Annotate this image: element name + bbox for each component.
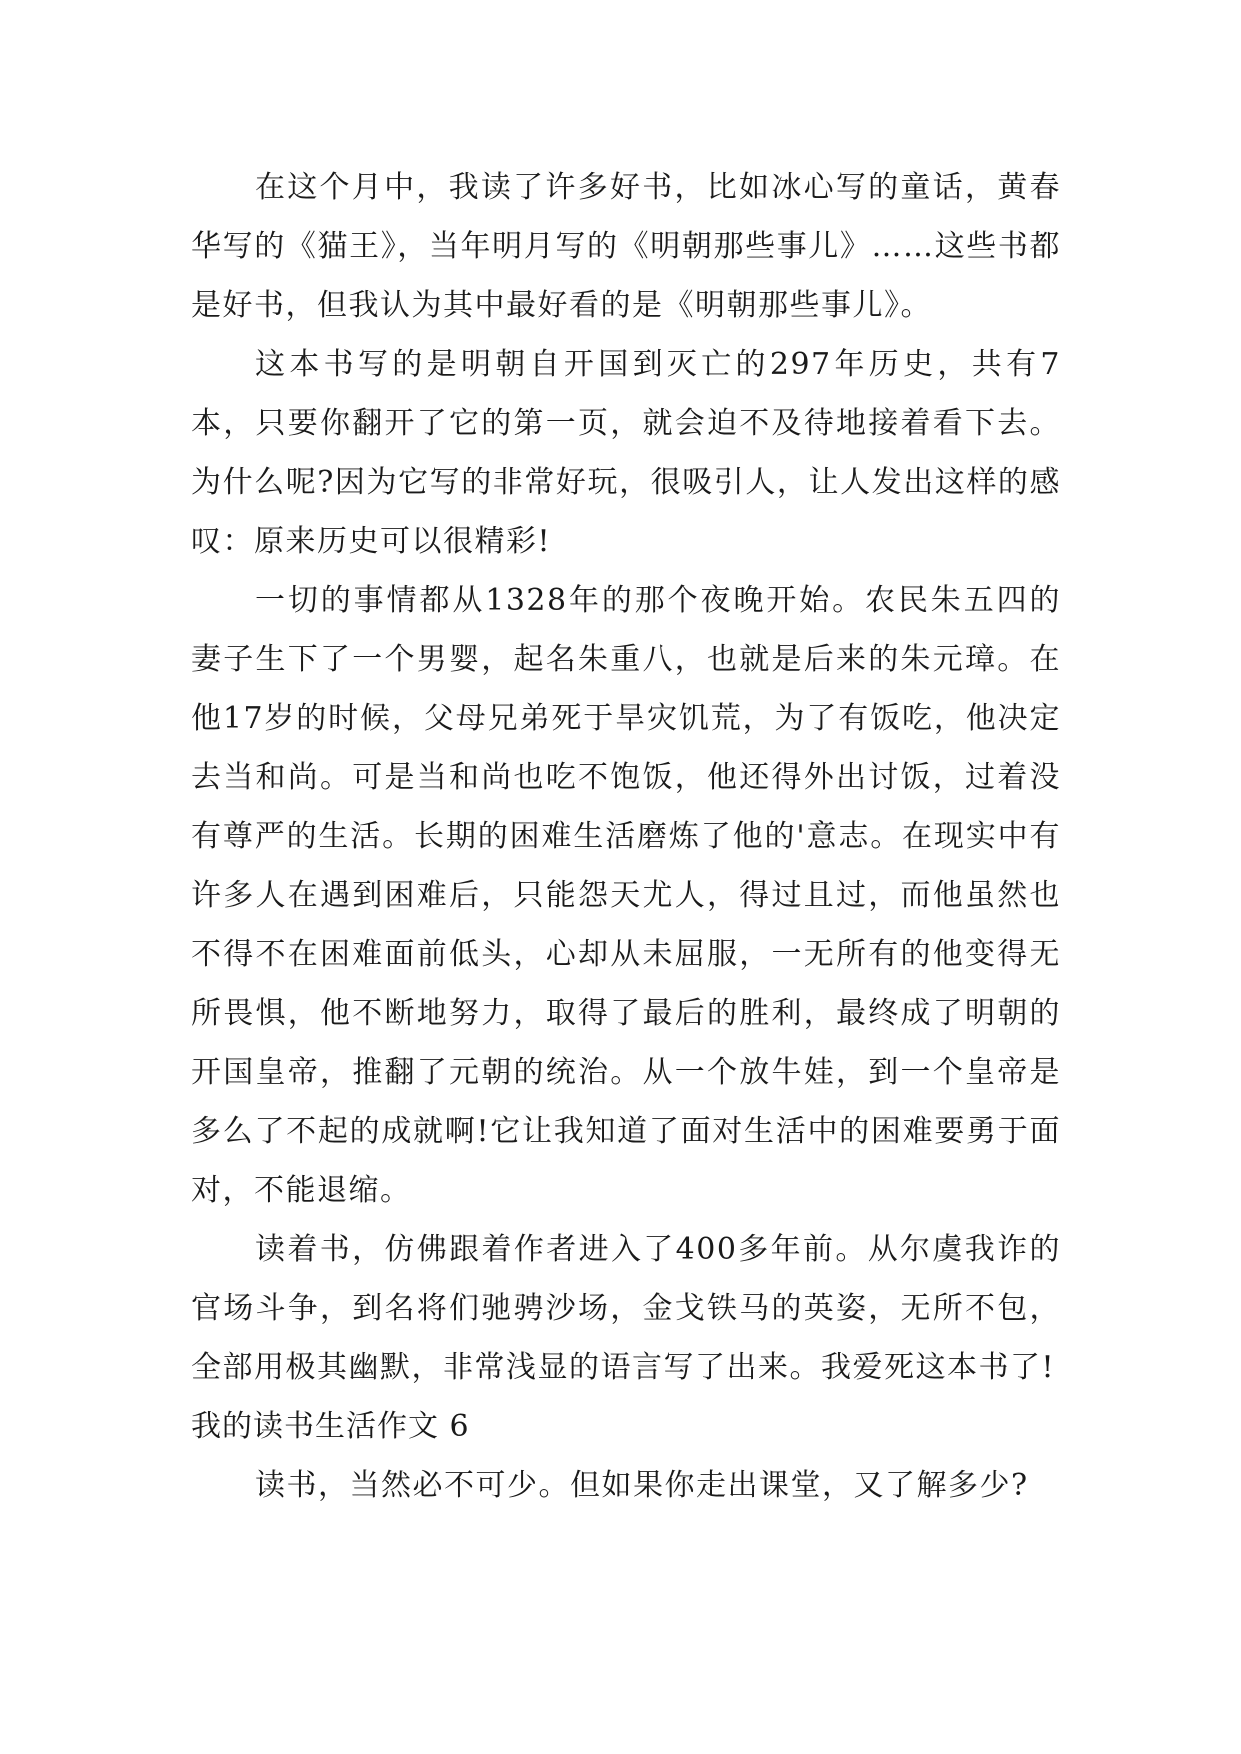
document-body: [191, 158, 1061, 1515]
paragraph-2: 这本书写的是明朝自开国到灭亡的297年历史，共有7本，只要你翻开了它的第一页，就会迫不及待地接着看下去。为什么呢?因为它写的非常好玩，很吸引人，让人发出这样的感叹：原来历史可以很精彩!: [191, 347, 1061, 559]
section-heading: 我的读书生活作文 6: [191, 1409, 470, 1444]
paragraph-1: 在这个月中，我读了许多好书，比如冰心写的童话，黄春华写的《猫王》，当年明月写的《明朝那些事儿》……这些书都是好书，但我认为其中最好看的是《明朝那些事儿》。: [191, 170, 1061, 323]
paragraph-4: 读着书，仿佛跟着作者进入了400多年前。从尔虞我诈的官场斗争，到名将们驰骋沙场，金戈铁马的英姿，无所不包，全部用极其幽默，非常浅显的语言写了出来。我爱死这本书了!: [191, 1232, 1061, 1385]
paragraph-3: 一切的事情都从1328年的那个夜晚开始。农民朱五四的妻子生下了一个男婴，起名朱重八，也就是后来的朱元璋。在他17岁的时候，父母兄弟死于旱灾饥荒，为了有饭吃，他决定去当和尚。可是当和尚也吃不饱饭，他还得外出讨饭，过着没有尊严的生活。长期的困难生活磨炼了他的'意志。在现实中有许多人在遇到困难后，只能怨天尤人，得过且过，而他虽然也不得不在困难面前低头，心却从未屈服，一无所有的他变得无所畏惧，他不断地努力，取得了最后的胜利，最终成了明朝的开国皇帝，推翻了元朝的统治。从一个放牛娃，到一个皇帝是多么了不起的成就啊!它让我知道了面对生活中的困难要勇于面对，不能退缩。: [191, 583, 1061, 1208]
paragraph-5: 读书，当然必不可少。但如果你走出课堂，又了解多少?: [255, 1468, 1029, 1503]
